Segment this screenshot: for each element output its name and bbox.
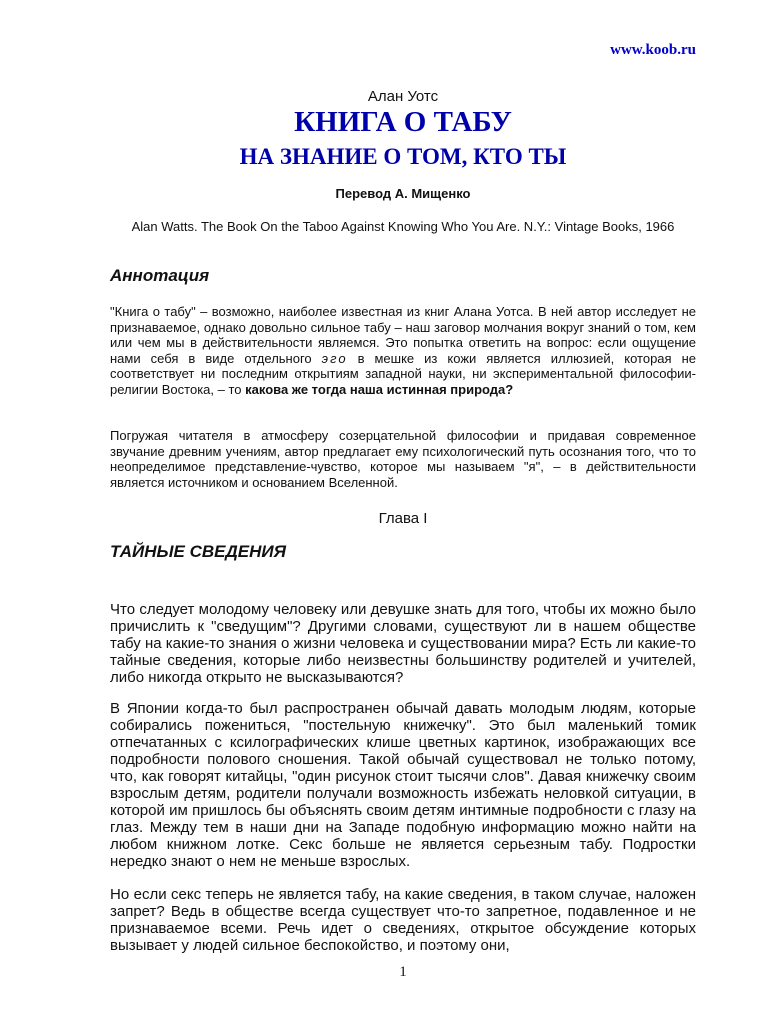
site-link[interactable]: www.koob.ru <box>610 42 696 58</box>
book-author: Алан Уотс <box>367 88 439 105</box>
body-paragraph: В Японии когда-то был распространен обычай давать молодым людям, которые собирались пожениться, "постельную книжечку". Это был маленький томик отпечатанных с ксилографических клише цветных картинок, изображающих все подробности полового сношения. Такой обычай существовал не только потому, что, как говорят китайцы, "один рисунок стоит тысячи слов". Давая книжечку своим взрослым детям, родители получали возможность избежать неловкой ситуации, в которой им пришлось бы объяснять своим детям интимные подробности с глазу на глаз. Между тем в наши дни на Западе подобную информацию можно найти на любом книжном лотке. Секс больше не является серьезным табу. Подростки нередко знают о нем не меньше взрослых. <box>110 700 696 870</box>
annotation-paragraph: Погружая читателя в атмосферу созерцательной философии и придавая современное звучание древним учениям, автор предлагает ему психологический путь осознания того, что то неопределимое представление-чувство, которое мы называем "я", – в действительности является источником и основанием Вселенной. <box>110 428 696 490</box>
annotation-bold-question: какова же тогда наша истинная природа? <box>245 381 514 397</box>
body-paragraph: Что следует молодому человеку или девушке знать для того, чтобы их можно было причислить к "сведущим"? Другими словами, существуют ли в нашем обществе табу на какие-то знания о жизни человека и существовании мира? Есть ли какие-то тайные сведения, которые либо неизвестны большинству родителей и учителей, либо никогда открыто не высказываются? <box>110 601 696 686</box>
body-paragraph: Но если секс теперь не является табу, на какие сведения, в таком случае, наложен запрет? Ведь в обществе всегда существует что-то запретное, подавленное и не признаваемое всеми. Речь идет о сведениях, открытое обсуждение которых вызывает у людей сильное беспокойство, и поэтому они, <box>110 886 696 954</box>
book-title: КНИГА О ТАБУ <box>294 106 512 138</box>
annotation-text-a: "Книга о табу" – возможно, наиболее известная из книг Алана Уотса. В ней автор исследует не признаваемое, однако довольно сильное табу – наш заговор молчания вокруг знаний о том, кем или чем мы в действительности являемся. Это попытка ответить на вопрос: если ощущение нами себя в виде отдельного <box>110 304 696 366</box>
page-number: 1 <box>399 964 407 980</box>
annotation-heading: Аннотация <box>110 266 210 285</box>
annotation-text-b: в мешке из кожи является иллюзией, которая не соответствует ни последним открытиям западной науки, ни экспериментальной философии-религии Востока, – то <box>110 350 696 397</box>
book-subtitle: НА ЗНАНИЕ О ТОМ, КТО ТЫ <box>239 144 567 169</box>
source-reference: Alan Watts. The Book On the Taboo Against Knowing Who You Are. N.Y.: Vintage Books, 1966 <box>131 219 675 234</box>
annotation-paragraph <box>110 304 696 398</box>
annotation-ego-term: эго <box>321 350 348 366</box>
translator-credit: Перевод А. Мищенко <box>335 186 471 201</box>
chapter-label: Глава I <box>378 510 428 527</box>
chapter-heading: ТАЙНЫЕ СВЕДЕНИЯ <box>110 542 286 561</box>
